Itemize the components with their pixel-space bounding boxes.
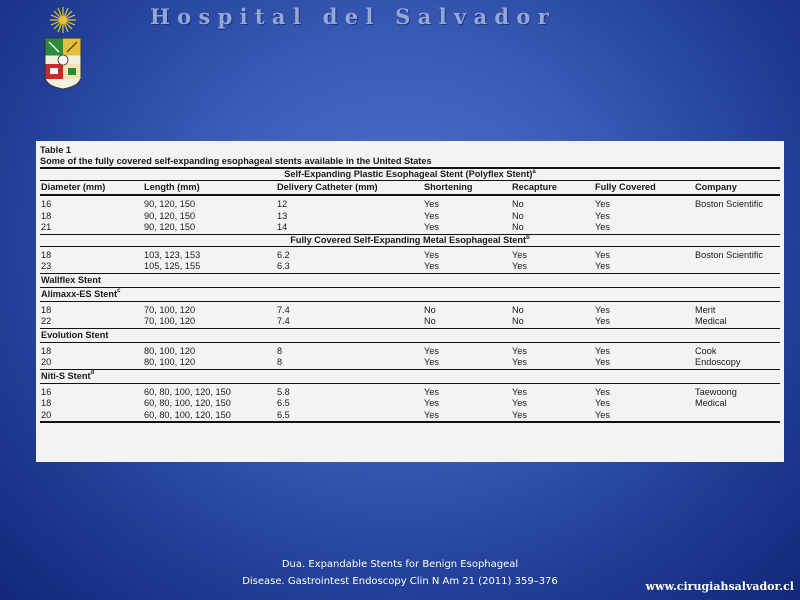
stents-table [36,141,784,462]
table-cell: Yes [512,249,527,260]
table-cell: No [512,222,524,232]
table-row [40,398,780,410]
citation-line-1: Dua. Expandable Stents for Benign Esophageal [281,559,519,570]
table-cell: Yes [595,304,610,315]
table-row [40,199,780,211]
table-cell: Yes [595,357,610,367]
table-caption-text: Some of the fully covered self-expanding esophageal stents available in the United States [40,156,432,166]
table-cell: No [424,316,436,326]
column-header: Delivery Catheter (mm) [277,182,378,192]
table-row [40,357,780,369]
table-row [40,305,780,317]
polyflex-rows [40,199,780,234]
table-cell: Yes [595,249,610,260]
group-nitis: Niti-S Stent$^d$ [41,369,95,381]
table-cell: 70, 100, 120 [144,316,196,326]
table-cell: 105, 125, 155 [144,261,201,271]
table-cell: Boston Scientific [695,199,763,209]
table-cell: Cook [695,345,717,356]
table-cell [695,211,780,223]
table-cell: 18 [41,398,52,408]
table-cell: 6.5 [277,398,290,408]
table-cell: Yes [595,409,610,420]
column-header: Company [695,182,737,192]
column-header: Length (mm) [144,182,200,192]
table-cell: Medical [695,398,727,408]
citation-line-2: Disease. Gastrointest Endoscopy Clin N Am 21 (2011) 359–376 [242,576,558,587]
table-cell: Yes [424,210,439,221]
table-cell: Endoscopy [695,357,741,367]
table-cell: Yes [424,398,439,408]
table-cell: Yes [424,261,439,271]
table-cell: 18 [41,210,52,221]
table-row [40,346,780,358]
table-cell: Yes [512,357,527,367]
table-cell: 23 [41,261,52,271]
table-cell: 22 [41,316,52,326]
group-alimaxx: Alimaxx-ES Stent$^c$ [41,287,121,299]
table-row [40,316,780,328]
table-cell: 60, 80, 100, 120, 150 [144,398,231,408]
table-cell: No [512,304,524,315]
table-cell: 90, 120, 150 [144,210,196,221]
table-cell: Medical [695,316,727,326]
table-cell: 18 [41,249,52,260]
table-cell: 90, 120, 150 [144,222,196,232]
table-cell: 8 [277,357,283,367]
table-cell: No [512,199,524,209]
table-cell: Yes [595,210,610,221]
table-cell: 103, 123, 153 [144,249,201,260]
table-cell: 20 [41,409,52,420]
nitis-rows [40,387,780,422]
university-logo [40,6,86,90]
table-cell: Yes [424,386,439,397]
table-row [40,387,780,399]
table-cell: Yes [595,345,610,356]
table-cell: Yes [512,345,527,356]
citation [200,556,600,590]
table-cell: 6.2 [277,249,290,260]
table-cell: 5.8 [277,386,290,397]
table-cell: 80, 100, 120 [144,345,196,356]
table-cell: 13 [277,210,288,221]
section-polyflex-title: Self-Expanding Plastic Esophageal Stent (Polyflex Stent)$^a$ [284,169,536,179]
table-cell: 20 [41,357,52,367]
website-link[interactable]: www.cirugiahsalvador.cl [645,580,794,593]
column-header: Shortening [424,182,473,192]
table-cell: Yes [595,316,610,326]
column-header: Diameter (mm) [41,182,106,192]
table-cell: Taewoong [695,386,737,397]
table-cell: Yes [512,409,527,420]
table-row [40,222,780,234]
table-cell: 80, 100, 120 [144,357,196,367]
table-cell: Yes [512,398,527,408]
table-caption-label: Table 1 [40,145,71,155]
coat-of-arms-icon [40,6,86,90]
group-wallflex: Wallflex Stent [41,274,101,285]
table-cell: 7.4 [277,316,290,326]
table-cell: 12 [277,199,288,209]
table-cell: 16 [41,199,52,209]
table-cell: Yes [595,222,610,232]
table-cell: 60, 80, 100, 120, 150 [144,386,231,397]
table-cell: 60, 80, 100, 120, 150 [144,409,231,420]
section-metal-title: Fully Covered Self-Expanding Metal Esophageal Stent$^b$ [290,234,530,245]
table-cell: 18 [41,304,52,315]
table-cell [695,222,780,234]
table-cell: No [512,210,524,221]
table-header-row [40,181,780,194]
table-cell: No [424,304,436,315]
hospital-title: H o s p i t a l d e l S a l v a d o r [150,4,549,29]
table-cell [695,261,780,273]
table-cell: Yes [512,261,527,271]
table-row [40,410,780,422]
table-cell: Yes [424,199,439,209]
table-cell: Yes [424,357,439,367]
table-cell: Yes [424,345,439,356]
table-cell: 6.5 [277,409,290,420]
table-cell: 7.4 [277,304,290,315]
table-cell: No [512,316,524,326]
table-row [40,211,780,223]
table-cell [695,410,780,422]
table-cell: Yes [424,249,439,260]
metal-rows [40,250,780,273]
table-row [40,250,780,262]
table-cell: Yes [595,386,610,397]
table-cell: 6.3 [277,261,290,271]
table-cell: Yes [595,261,610,271]
table-row [40,261,780,273]
table-cell: Merit [695,304,716,315]
column-header: Fully Covered [595,182,656,192]
evolution-rows [40,346,780,369]
table-cell: 14 [277,222,288,232]
table-cell: Yes [595,398,610,408]
table-cell: 18 [41,345,52,356]
table-cell: 90, 120, 150 [144,199,196,209]
group-evolution: Evolution Stent [41,329,109,340]
table-cell: Yes [424,409,439,420]
column-header: Recapture [512,182,557,192]
table-cell: Yes [595,199,610,209]
alimaxx-rows [40,305,780,328]
table-cell: Yes [512,386,527,397]
table-cell: Boston Scientific [695,249,763,260]
table-cell: 16 [41,386,52,397]
table-cell: Yes [424,222,439,232]
table-cell: 21 [41,222,52,232]
table-cell: 8 [277,345,283,356]
table-cell: 70, 100, 120 [144,304,196,315]
